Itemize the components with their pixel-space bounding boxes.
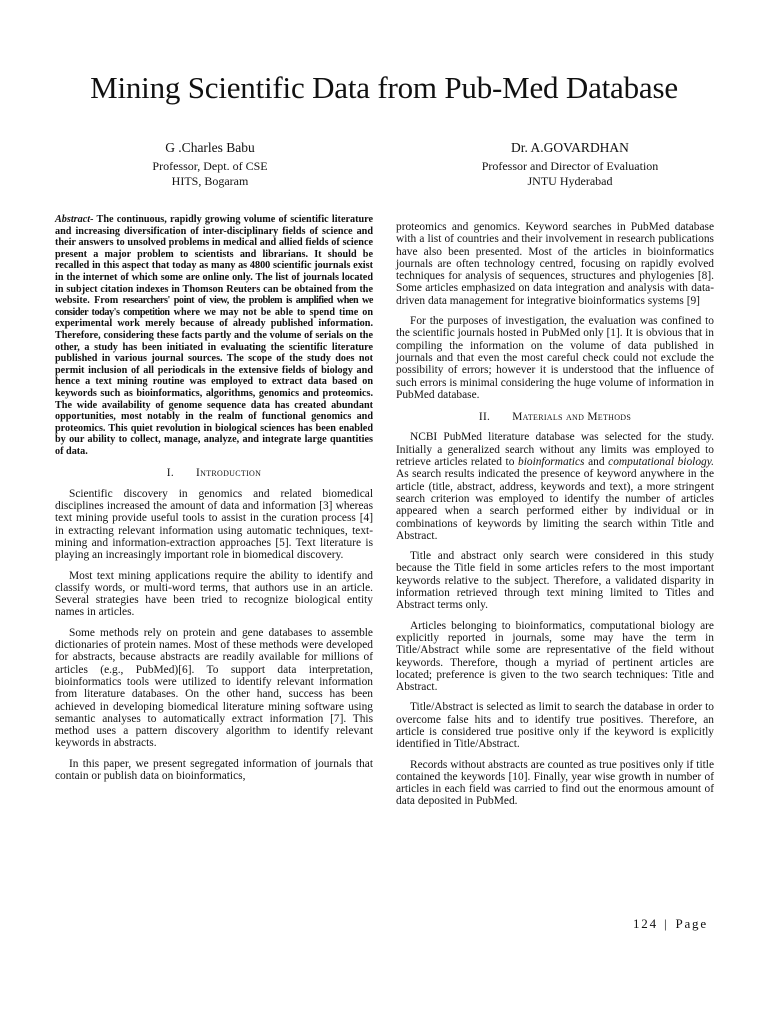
paragraph-text: As search results indicated the presence of keyword anywhere in the article (title, abstract, address, keywords and text), a more stringent search criterion was employed to identify the number of articles appeared when a search performed either by individual or in combinations of keywords by limiting the search within Title and Abstract. — [396, 468, 714, 542]
abstract — [55, 214, 373, 457]
author-name: Dr. A.GOVARDHAN — [511, 140, 629, 155]
italic-term: computational biology. — [608, 456, 714, 469]
page-label: Page — [675, 916, 708, 931]
paragraph: Some methods rely on protein and gene databases to assemble dictionaries of protein names. Most of these methods were developed for abstracts, because abstracts are readily available for millions of articles (e.g., PubMed)[6]. To support data interpretation, bioinformatics tools were utilized to identify relevant information from literature databases. On the other hand, success has been achieved in developing biomedical literature mining software using semantic analyses to automatically extract information [7]. This method uses a pattern discovery algorithm to identify relevant keywords in abstracts. — [55, 626, 373, 750]
right-column — [396, 221, 714, 816]
author-affiliation: Professor, Dept. of CSE — [152, 159, 268, 173]
author-block-2 — [440, 140, 700, 189]
section-heading-introduction — [55, 467, 373, 479]
footer-separator: | — [663, 916, 669, 931]
italic-term: bioinformatics — [518, 456, 585, 469]
section-number: I. — [166, 467, 175, 480]
paper-title: Mining Scientific Data from Pub-Med Database — [90, 70, 678, 105]
paragraph: In this paper, we present segregated information of journals that contain or publish data on bioinformatics, — [55, 757, 373, 782]
paragraph-text: and — [584, 456, 609, 469]
author-name: G .Charles Babu — [165, 140, 255, 155]
paragraph: proteomics and genomics. Keyword searches in PubMed database with a list of countries and their involvement in research publications have also been presented. Most of the articles in bioinformatics journals are often technology centred, focusing on rapidly evolved techniques for analysis of sequences, structures and phylogenies [8]. Some articles emphasized on data integration and analysis with data-driven data management for integrative bioinformatics systems [9] — [396, 221, 714, 307]
paragraph: For the purposes of investigation, the evaluation was confined to the scientific journals hosted in PubMed only [1]. It is obvious that in compiling the information on the volume of data published in journals and that even the most careful check could not exclude the possibility of errors; however it is understood that the influence of such errors is minimal considering the huge volume of information in PubMed database. — [396, 315, 714, 401]
author-affiliation: JNTU Hyderabad — [527, 174, 613, 188]
abstract-text: The continuous, rapidly growing volume of scientific literature and increasing diversification of inter-disciplinary fields of science and their answers to unsolved problems in medical and allied fields of science present a major problem to scientists and librarians. It should be recalled in this aspect that today as many as 4800 scientific journals exist in the internet of which some are online only. The list of journals located in subject citation indexes in Thomson Reuters can be obtained from the website. From — [55, 214, 373, 307]
abstract-text: where we may not be able to spend time on experimental work merely because of already published information. Therefore, considering these facts partly and the volume of serials on the other, a study has been initiated in evaluating the scientific literature published in various journal sources. The scope of the study does not permit inclusion of all periodicals in the extensive fields of biology and hence a text mining routine was employed to extract data based on keywords such as bioinformatics, algorithms, genomics and proteomics. The wide availability of genome sequence data has created abundant opportunities, most notably in the realm of functional genomics and proteomics. This quiet revolution in biological sciences has been enabled by our ability to collect, manage, analyze, and integrate large quantities of data. — [55, 306, 373, 457]
paragraph: Most text mining applications require the ability to identify and classify words, or multi-word terms, that authors use in an article. Several strategies have been tried to recognize biological entity names in articles. — [55, 569, 373, 619]
author-affiliation: Professor and Director of Evaluation — [481, 159, 659, 173]
paragraph: Title/Abstract is selected as limit to search the database in order to overcome false hits and to identify true positives. Therefore, an article is considered true positive only if the keyword is explicitly identified in Title/Abstract. — [396, 701, 714, 751]
paragraph: Records without abstracts are counted as true positives only if title contained the keywords [10]. Finally, year wise growth in number of articles in each field was carried to find out the enormous amount of data deposited in PubMed. — [396, 758, 714, 808]
abstract-text: researchers' point of view, the problem is amplified when we consider today's competition — [55, 295, 373, 318]
page-footer — [633, 916, 708, 932]
section-title: Introduction — [196, 467, 262, 480]
section-heading-methods — [396, 411, 714, 423]
abstract-label: Abstract- — [55, 214, 94, 225]
author-affiliation: HITS, Bogaram — [171, 174, 249, 188]
paragraph: Title and abstract only search were considered in this study because the Title field in some articles refers to the most important keywords relative to the subject. Therefore, a validated disparity in information retrieved through text mining limited to Titles and Abstract terms only. — [396, 550, 714, 612]
paragraph — [396, 431, 714, 542]
page-number: 124 — [633, 916, 658, 931]
left-column — [55, 214, 373, 790]
paragraph: Articles belonging to bioinformatics, computational biology are explicitly reported in journals, some may have the term in Title/Abstract while some are representative of the field without keywords. Therefore, though a myriad of pertinent articles are located; preference is given to the two search techniques: Title and Abstract. — [396, 619, 714, 694]
author-block-1 — [80, 140, 340, 189]
paragraph: Scientific discovery in genomics and related biomedical disciplines increased the amount of data and information [3] whereas text mining provide useful tools to assist in the curation process [4] in extracting relevant information using automatic techniques, text-mining and information-extraction approaches [5]. Text literature is playing an increasingly important role in biomedical discovery. — [55, 487, 373, 562]
section-number: II. — [478, 411, 491, 424]
section-title: Materials and Methods — [512, 411, 632, 424]
paragraph-text: NCBI PubMed literature database was selected for the study. Initially a generalized search without any limits was employed to retrieve articles related to — [396, 431, 714, 469]
